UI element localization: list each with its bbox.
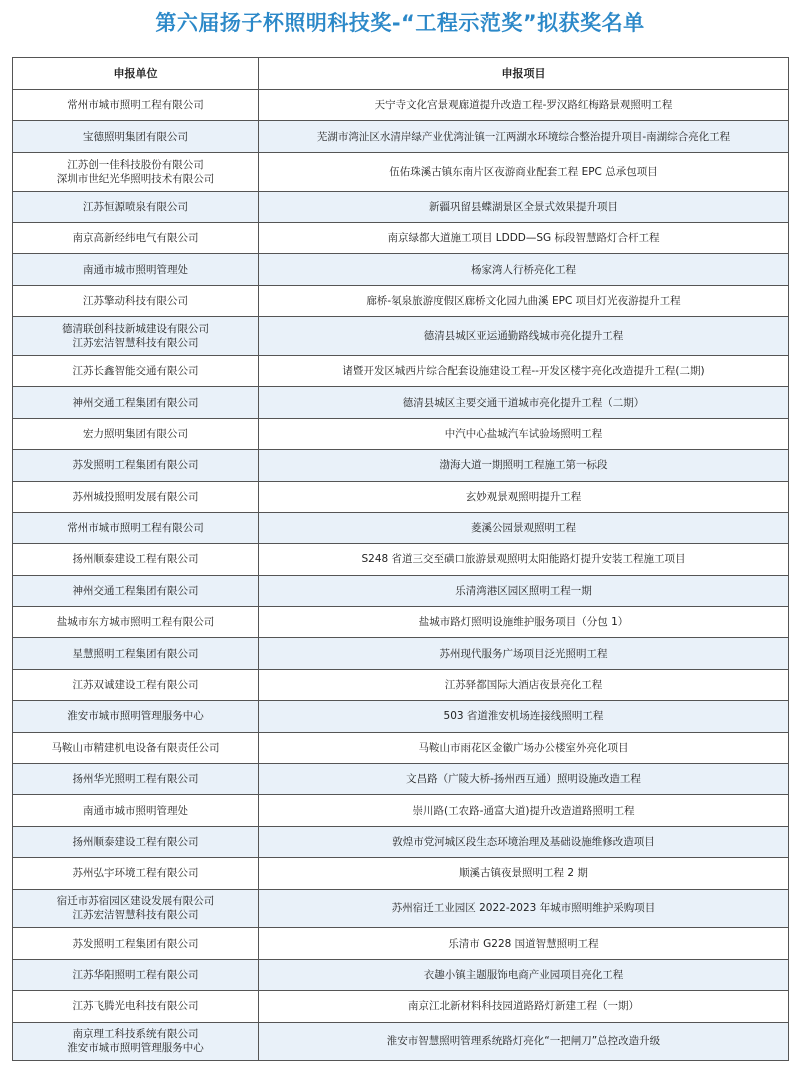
table-row bbox=[13, 254, 789, 285]
unit-name: 德清联创科技新城建设有限公司 bbox=[62, 323, 209, 336]
table-row bbox=[13, 90, 789, 121]
unit-name: 苏发照明工程集团有限公司 bbox=[72, 937, 199, 950]
project-cell: 伍佑珠溪古镇东南片区夜游商业配套工程 EPC 总承包项目 bbox=[259, 152, 789, 191]
project-cell: 顺溪古镇夜景照明工程 2 期 bbox=[259, 858, 789, 889]
unit-name: 常州市城市照明工程有限公司 bbox=[67, 99, 204, 112]
unit-cell bbox=[13, 607, 259, 638]
table-row bbox=[13, 991, 789, 1022]
project-cell: 南京绿都大道施工项目 LDDD—SG 标段智慧路灯合杆工程 bbox=[259, 222, 789, 253]
unit-name: 神州交通工程集团有限公司 bbox=[72, 584, 199, 597]
unit-name: 苏发照明工程集团有限公司 bbox=[72, 459, 199, 472]
table-body bbox=[13, 90, 789, 1061]
unit-name: 江苏飞腾光电科技有限公司 bbox=[72, 1000, 199, 1013]
project-cell: 天宁寺文化宫景观廊道提升改造工程-罗汉路红梅路景观照明工程 bbox=[259, 90, 789, 121]
unit-cell bbox=[13, 254, 259, 285]
table-row bbox=[13, 638, 789, 669]
project-cell: 马鞍山市雨花区金徽广场办公楼室外亮化项目 bbox=[259, 732, 789, 763]
project-cell: 廊桥-氡泉旅游度假区廊桥文化园九曲溪 EPC 项目灯光夜游提升工程 bbox=[259, 285, 789, 316]
unit-cell bbox=[13, 732, 259, 763]
column-header-unit: 申报单位 bbox=[13, 58, 259, 90]
unit-cell bbox=[13, 795, 259, 826]
unit-name: 南通市城市照明管理处 bbox=[83, 804, 188, 817]
table-row bbox=[13, 732, 789, 763]
unit-cell bbox=[13, 152, 259, 191]
project-cell: 敦煌市党河城区段生态环境治理及基础设施维修改造项目 bbox=[259, 826, 789, 857]
project-cell: 新疆巩留县蝶湖景区全景式效果提升项目 bbox=[259, 191, 789, 222]
table-row bbox=[13, 928, 789, 959]
unit-cell bbox=[13, 285, 259, 316]
project-cell: 淮安市智慧照明管理系统路灯亮化“一把闸刀”总控改造升级 bbox=[259, 1022, 789, 1061]
unit-name: 江苏宏洁智慧科技有限公司 bbox=[72, 337, 199, 350]
table-row bbox=[13, 959, 789, 990]
project-cell: 503 省道淮安机场连接线照明工程 bbox=[259, 701, 789, 732]
project-cell: 德清县城区主要交通干道城市亮化提升工程（二期） bbox=[259, 387, 789, 418]
unit-cell bbox=[13, 575, 259, 606]
unit-cell bbox=[13, 355, 259, 386]
unit-name: 江苏擎动科技有限公司 bbox=[83, 294, 188, 307]
unit-name: 扬州顺泰建设工程有限公司 bbox=[72, 835, 199, 848]
unit-name: 深圳市世纪光华照明技术有限公司 bbox=[56, 172, 215, 185]
table-row bbox=[13, 481, 789, 512]
table-row bbox=[13, 152, 789, 191]
unit-cell bbox=[13, 638, 259, 669]
unit-cell bbox=[13, 858, 259, 889]
unit-name: 扬州顺泰建设工程有限公司 bbox=[72, 553, 199, 566]
table-row bbox=[13, 701, 789, 732]
table-row bbox=[13, 889, 789, 928]
table-row bbox=[13, 858, 789, 889]
project-cell: 衣趣小镇主题服饰电商产业园项目亮化工程 bbox=[259, 959, 789, 990]
unit-cell bbox=[13, 387, 259, 418]
project-cell: 菱溪公园景观照明工程 bbox=[259, 512, 789, 543]
project-cell: S248 省道三交至磺口旅游景观照明太阳能路灯提升安装工程施工项目 bbox=[259, 544, 789, 575]
project-cell: 玄妙观景观照明提升工程 bbox=[259, 481, 789, 512]
unit-cell bbox=[13, 90, 259, 121]
unit-cell bbox=[13, 959, 259, 990]
unit-cell bbox=[13, 1022, 259, 1061]
table-row bbox=[13, 355, 789, 386]
project-cell: 芜湖市湾沚区水清岸绿产业优湾沚镇一江两湖水环境综合整治提升项目-南湖综合亮化工程 bbox=[259, 121, 789, 152]
unit-cell bbox=[13, 669, 259, 700]
table-row bbox=[13, 387, 789, 418]
table-row bbox=[13, 669, 789, 700]
table-row bbox=[13, 317, 789, 356]
table-row bbox=[13, 285, 789, 316]
unit-name: 宝德照明集团有限公司 bbox=[83, 130, 188, 143]
unit-name: 淮安市城市照明管理服务中心 bbox=[67, 1042, 204, 1055]
project-cell: 诸暨开发区城西片综合配套设施建设工程--开发区楼宇亮化改造提升工程(二期) bbox=[259, 355, 789, 386]
table-row bbox=[13, 191, 789, 222]
unit-cell bbox=[13, 512, 259, 543]
unit-name: 马鞍山市精建机电设备有限责任公司 bbox=[51, 741, 220, 754]
table-row bbox=[13, 544, 789, 575]
unit-name: 江苏长鑫智能交通有限公司 bbox=[72, 365, 199, 378]
unit-cell bbox=[13, 991, 259, 1022]
unit-cell bbox=[13, 191, 259, 222]
unit-cell bbox=[13, 222, 259, 253]
unit-name: 常州市城市照明工程有限公司 bbox=[67, 522, 204, 535]
table-row bbox=[13, 418, 789, 449]
project-cell: 苏州现代服务广场项目泛光照明工程 bbox=[259, 638, 789, 669]
unit-cell bbox=[13, 450, 259, 481]
unit-name: 江苏宏洁智慧科技有限公司 bbox=[72, 909, 199, 922]
page-title: 第六届扬子杯照明科技奖-“工程示范奖”拟获奖名单 bbox=[155, 11, 645, 35]
table-row bbox=[13, 222, 789, 253]
unit-cell bbox=[13, 889, 259, 928]
unit-name: 苏州弘宇环境工程有限公司 bbox=[72, 867, 199, 880]
unit-cell bbox=[13, 317, 259, 356]
table-header-row bbox=[13, 58, 789, 90]
unit-name: 宿迁市苏宿园区建设发展有限公司 bbox=[56, 895, 215, 908]
unit-cell bbox=[13, 544, 259, 575]
unit-name: 扬州华光照明工程有限公司 bbox=[72, 773, 199, 786]
unit-cell bbox=[13, 764, 259, 795]
table-row bbox=[13, 826, 789, 857]
unit-name: 江苏华阳照明工程有限公司 bbox=[72, 968, 199, 981]
unit-name: 星慧照明工程集团有限公司 bbox=[72, 647, 199, 660]
table-row bbox=[13, 607, 789, 638]
table-row bbox=[13, 575, 789, 606]
table-row bbox=[13, 121, 789, 152]
unit-cell bbox=[13, 418, 259, 449]
project-cell: 文昌路（广陵大桥-扬州西互通）照明设施改造工程 bbox=[259, 764, 789, 795]
unit-name: 江苏双诚建设工程有限公司 bbox=[72, 679, 199, 692]
project-cell: 渤海大道一期照明工程施工第一标段 bbox=[259, 450, 789, 481]
unit-cell bbox=[13, 481, 259, 512]
project-cell: 盐城市路灯照明设施维护服务项目（分包 1） bbox=[259, 607, 789, 638]
project-cell: 苏州宿迁工业园区 2022-2023 年城市照明维护采购项目 bbox=[259, 889, 789, 928]
unit-name: 南京高新经纬电气有限公司 bbox=[72, 232, 199, 245]
table-row bbox=[13, 512, 789, 543]
project-cell: 杨家湾人行桥亮化工程 bbox=[259, 254, 789, 285]
unit-name: 江苏创一佳科技股份有限公司 bbox=[67, 158, 204, 171]
unit-name: 盐城市东方城市照明工程有限公司 bbox=[56, 616, 215, 629]
unit-cell bbox=[13, 826, 259, 857]
table-row bbox=[13, 764, 789, 795]
table-row bbox=[13, 450, 789, 481]
project-cell: 乐清市 G228 国道智慧照明工程 bbox=[259, 928, 789, 959]
column-header-project: 申报项目 bbox=[259, 58, 789, 90]
table-row bbox=[13, 1022, 789, 1061]
unit-cell bbox=[13, 928, 259, 959]
unit-name: 江苏恒源喷泉有限公司 bbox=[83, 200, 188, 213]
unit-name: 南京理工科技系统有限公司 bbox=[72, 1028, 199, 1041]
unit-name: 神州交通工程集团有限公司 bbox=[72, 396, 199, 409]
unit-cell bbox=[13, 701, 259, 732]
unit-name: 苏州城投照明发展有限公司 bbox=[72, 490, 199, 503]
project-cell: 乐清湾港区园区照明工程一期 bbox=[259, 575, 789, 606]
unit-name: 淮安市城市照明管理服务中心 bbox=[67, 710, 204, 723]
project-cell: 中汽中心盐城汽车试验场照明工程 bbox=[259, 418, 789, 449]
project-cell: 南京江北新材料科技园道路路灯新建工程（一期） bbox=[259, 991, 789, 1022]
project-cell: 崇川路(工农路-通富大道)提升改造道路照明工程 bbox=[259, 795, 789, 826]
unit-cell bbox=[13, 121, 259, 152]
unit-name: 南通市城市照明管理处 bbox=[83, 263, 188, 276]
unit-name: 宏力照明集团有限公司 bbox=[83, 427, 188, 440]
table-row bbox=[13, 795, 789, 826]
award-list-table bbox=[12, 57, 789, 1061]
project-cell: 江苏驿都国际大酒店夜景亮化工程 bbox=[259, 669, 789, 700]
project-cell: 德清县城区亚运通勤路线城市亮化提升工程 bbox=[259, 317, 789, 356]
